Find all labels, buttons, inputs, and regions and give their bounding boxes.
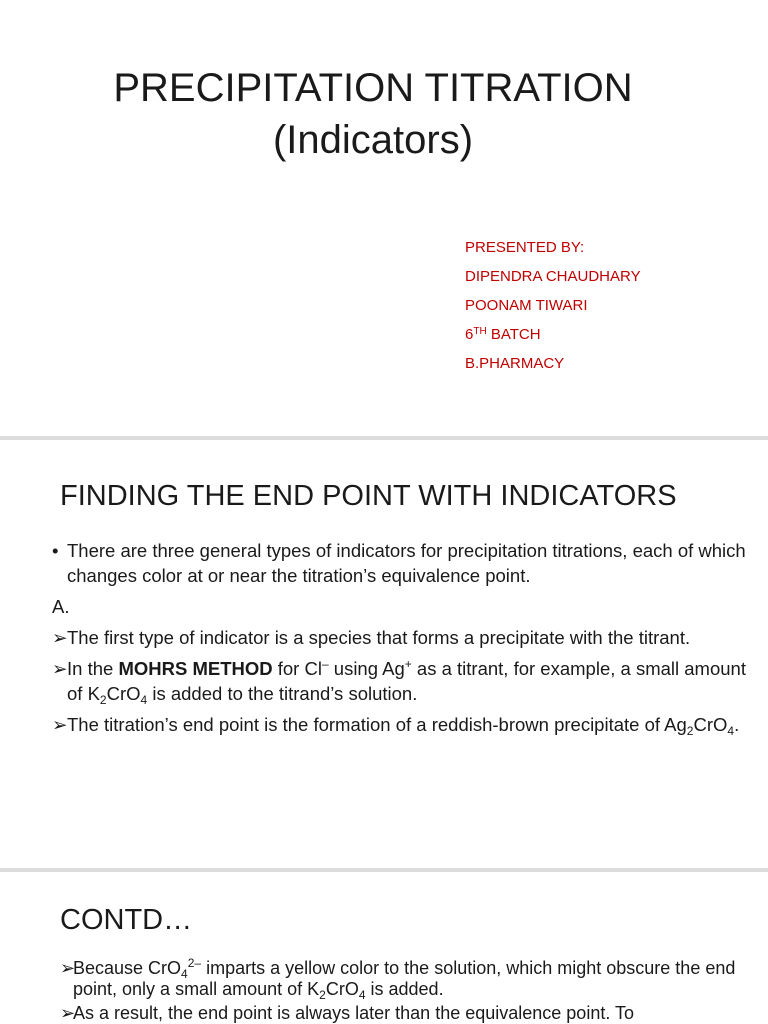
- text-run: as a titrant, for example, a small amount of K: [67, 658, 746, 704]
- arrow-bullet-icon: ➢: [52, 627, 68, 648]
- program-name: B.PHARMACY: [465, 355, 565, 372]
- ion-charge: 2–: [187, 956, 202, 970]
- arrow-bullet-icon: ➢: [60, 1003, 76, 1023]
- bullet-icon: •: [52, 540, 59, 561]
- slide-heading: FINDING THE END POINT WITH INDICATORS: [60, 480, 677, 512]
- arrow-paragraph: [60, 958, 760, 1000]
- arrow-paragraph: [60, 1003, 760, 1024]
- title-slide: [0, 0, 768, 436]
- text-run: The titration’s end point is the formation of a reddish-brown precipitate of Ag: [67, 714, 687, 735]
- arrow-bullet-icon: ➢: [52, 658, 68, 679]
- presenter-name-1: DIPENDRA CHAUDHARY: [465, 268, 641, 285]
- paragraph-text: There are three general types of indicators for precipitation titrations, each of which changes color at or near the titration’s equivalence point.: [67, 540, 746, 586]
- formula-subscript: 4: [140, 693, 148, 707]
- presenter-name-2: POONAM TIWARI: [465, 297, 588, 314]
- ion-charge: –: [321, 657, 329, 671]
- text-run: CrO: [693, 714, 728, 735]
- presenter-list: [465, 236, 641, 381]
- formula-subscript: 4: [358, 988, 366, 1002]
- slide-heading: CONTD…: [60, 904, 193, 936]
- title-line-1: PRECIPITATION TITRATION: [113, 66, 633, 110]
- content-slide-indicators: [0, 440, 768, 868]
- text-run: Because CrO: [73, 958, 182, 978]
- paragraph-text: The first type of indicator is a species that forms a precipitate with the titrant.: [67, 627, 691, 648]
- text-run: .: [734, 714, 740, 735]
- formula-subscript: 2: [686, 724, 694, 738]
- slide-body: [52, 538, 752, 743]
- slide-body: [60, 958, 760, 1024]
- formula-subscript: 4: [727, 724, 735, 738]
- ion-charge: +: [404, 657, 412, 671]
- arrow-bullet-icon: ➢: [60, 958, 76, 978]
- text-run: is added.: [365, 979, 444, 999]
- batch-number: 6: [465, 326, 474, 343]
- text-run: CrO: [106, 683, 141, 704]
- presented-by-label: PRESENTED BY:: [465, 239, 585, 256]
- arrow-paragraph: [52, 656, 752, 706]
- text-run: is added to the titrand’s solution.: [147, 683, 418, 704]
- formula-subscript: 4: [181, 967, 188, 981]
- method-name: MOHRS METHOD: [118, 658, 273, 679]
- slide-title: [0, 62, 746, 166]
- text-run: for Cl: [272, 658, 322, 679]
- arrow-paragraph: [52, 712, 752, 737]
- text-run: using Ag: [328, 658, 405, 679]
- batch-word: BATCH: [490, 326, 541, 343]
- section-label: A.: [52, 596, 70, 617]
- content-slide-contd: [0, 872, 768, 1024]
- bullet-paragraph: [52, 538, 752, 588]
- text-run: CrO: [325, 979, 359, 999]
- arrow-paragraph: [52, 625, 752, 650]
- formula-subscript: 2: [99, 693, 107, 707]
- batch-suffix: TH: [473, 326, 487, 337]
- title-line-2: (Indicators): [272, 118, 474, 162]
- formula-subscript: 2: [319, 988, 326, 1002]
- paragraph-text: As a result, the end point is always later than the equivalence point. To: [73, 1003, 635, 1023]
- text-run: imparts a yellow color to the solution, which might obscure the end point, only a small amount of K: [73, 958, 736, 999]
- arrow-bullet-icon: ➢: [52, 714, 68, 735]
- batch-line: [465, 323, 641, 352]
- text-run: In the: [67, 658, 119, 679]
